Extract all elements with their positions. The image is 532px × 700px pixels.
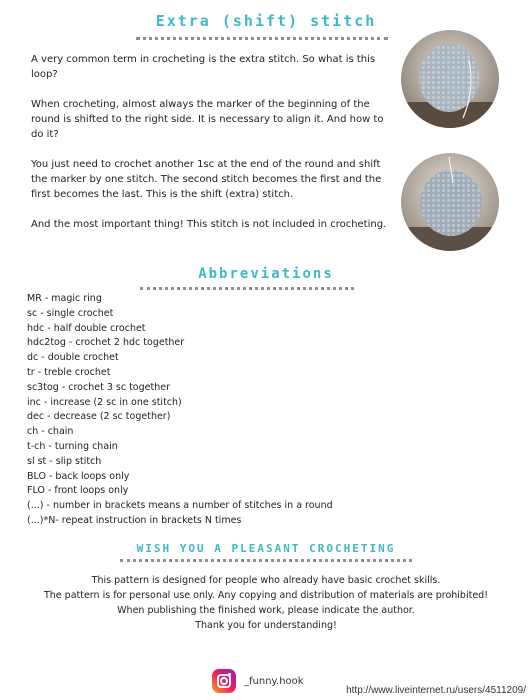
intro-text	[31, 52, 399, 247]
list-item: (...) - number in brackets means a number of stitches in a round	[27, 500, 333, 512]
list-item: hdc2tog - crochet 2 hdc together	[27, 337, 185, 349]
note-line: Thank you for understanding!	[195, 620, 337, 631]
paragraph: You just need to crochet another 1sc at the end of the round and shift the marker by one stitch. The second stitch becomes the first and the first becomes the last. This is the shift (extra) stitch.	[31, 159, 382, 200]
list-item: dec - decrease (2 sc together)	[27, 411, 171, 423]
list-item: t-ch - turning chain	[27, 440, 118, 452]
list-item: sc - single crochet	[27, 307, 114, 319]
watermark-url: http://www.liveinternet.ru/users/4511209/	[346, 685, 526, 696]
closing-notes	[0, 573, 532, 633]
paragraph: When crocheting, almost always the marker of the beginning of the round is shifted to the right side. It is necessary to align it. And how to do it?	[31, 99, 384, 140]
list-item: sl st - slip stitch	[27, 455, 102, 467]
list-item: BLO - back loops only	[27, 470, 130, 482]
paragraph: And the most important thing! This stitch is not included in crocheting.	[31, 219, 387, 230]
instagram-icon[interactable]	[212, 669, 236, 693]
list-item: FLO - front loops only	[27, 485, 129, 497]
section-title-wish: WISH YOU A PLEASANT CROCHETING	[136, 542, 396, 555]
list-item: MR - magic ring	[27, 293, 102, 304]
abbreviations-list	[27, 292, 387, 529]
dotted-divider	[140, 287, 354, 290]
list-item: ch - chain	[27, 426, 74, 438]
section-title-extra-stitch: Extra (shift) stitch	[155, 12, 377, 30]
dotted-divider	[136, 37, 388, 40]
list-item: tr - treble crochet	[27, 366, 111, 378]
crochet-photo-1	[401, 30, 499, 128]
section-title-abbreviations: Abbreviations	[198, 266, 334, 282]
author-footer	[212, 668, 304, 694]
dotted-divider	[120, 559, 412, 562]
author-handle[interactable]: _funny.hook	[244, 675, 304, 687]
note-line: The pattern is for personal use only. Any copying and distribution of materials are prohibited!	[43, 590, 489, 601]
paragraph: A very common term in crocheting is the extra stitch. So what is this loop?	[31, 54, 376, 80]
note-line: This pattern is designed for people who already have basic crochet skills.	[91, 575, 441, 586]
list-item: hdc - half double crochet	[27, 322, 146, 334]
list-item: inc - increase (2 sc in one stitch)	[27, 396, 182, 408]
list-item: (...)*N- repeat instruction in brackets N times	[27, 514, 242, 526]
crochet-photo-2	[401, 153, 499, 251]
note-line: When publishing the finished work, please indicate the author.	[117, 605, 415, 616]
list-item: sc3tog - crochet 3 sc together	[27, 381, 170, 393]
list-item: dc - double crochet	[27, 352, 119, 364]
